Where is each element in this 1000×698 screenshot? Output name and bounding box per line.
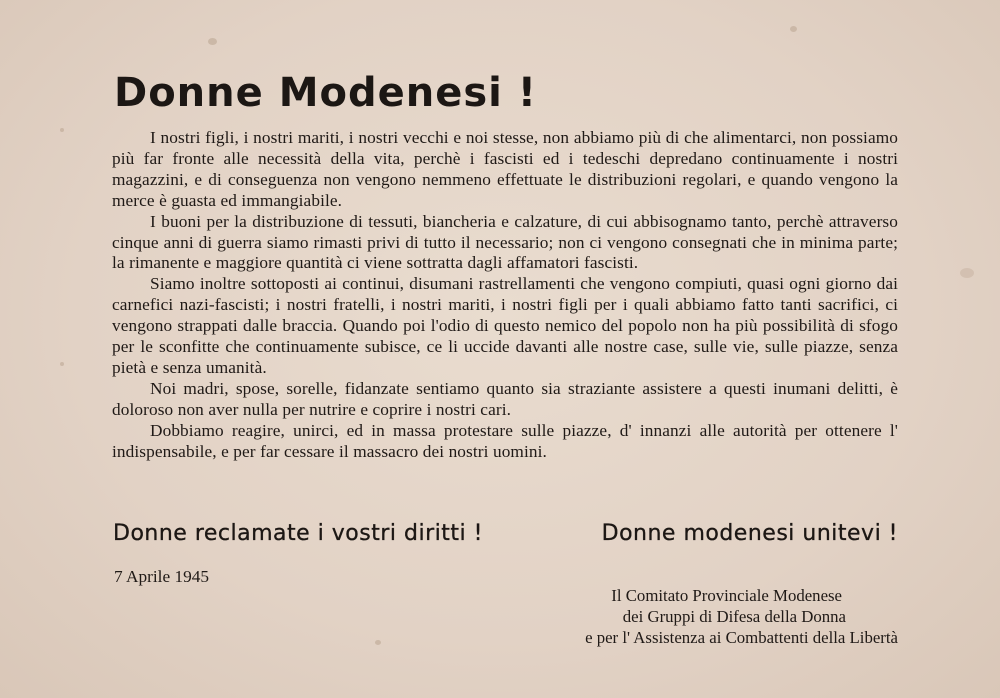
paper-stain	[60, 128, 64, 132]
signature-line: Il Comitato Provinciale Modenese	[611, 586, 842, 605]
paper-stain	[60, 362, 64, 366]
paper-stain	[960, 268, 974, 278]
paper-stain	[790, 26, 797, 32]
paper-stain	[375, 640, 381, 645]
leaflet-date: 7 Aprile 1945	[114, 567, 210, 586]
slogan-left: Donne reclamate i vostri diritti !	[113, 521, 483, 546]
leaflet-body	[112, 128, 898, 463]
body-paragraph: Siamo inoltre sottoposti ai continui, disumani rastrellamenti che vengono compiuti, quasi ogni giorno dai carnefici nazi-fascisti; i nostri fratelli, i nostri mariti, i nostri figli per i quali abbiamo fatto tanti sacrifici, ci vengono strappati dalle braccia. Quando poi l'odio di questo nemico del popolo non ha più possibilità di sfogo per le sconfitte che continuamente subisce, ce li uccide davanti alle nostre case, sulle vie, sulle piazze, senza pietà e senza umanità.	[112, 274, 898, 377]
body-paragraph: Noi madri, spose, sorelle, fidanzate sentiamo quanto sia straziante assistere a questi inumani delitti, è doloroso non aver nulla per nutrire e coprire i nostri cari.	[112, 378, 898, 419]
signature-line: e per l' Assistenza ai Combattenti della Libertà	[585, 628, 898, 647]
slogan-right: Donne modenesi unitevi !	[601, 521, 898, 546]
body-paragraph: I nostri figli, i nostri mariti, i nostri vecchi e noi stesse, non abbiamo più di che alimentarci, non possiamo più far fronte alle necessità della vita, perchè i fascisti ed i tedeschi depredano continuamente i nostri magazzini, e di conseguenza non vengono nemmeno effettuate le distribuzioni regolari, e quando vengono la merce è guasta ed immangiabile.	[112, 128, 898, 210]
signature-line: dei Gruppi di Difesa della Donna	[622, 607, 846, 626]
leaflet-title: Donne Modenesi !	[114, 70, 538, 116]
signature-block	[585, 585, 898, 648]
paper-stain	[208, 38, 217, 45]
body-paragraph: Dobbiamo reagire, unirci, ed in massa protestare sulle piazze, d' innanzi alle autorità per ottenere l' indispensabile, e per far cessare il massacro dei nostri uomini.	[112, 420, 898, 461]
body-paragraph: I buoni per la distribuzione di tessuti, biancheria e calzature, di cui abbisognamo tanto, perchè attraverso cinque anni di guerra siamo rimasti privi di tutto il necessario; non ci vengono consegnati che in minima parte; la rimanente e maggiore quantità ci viene sottratta dagli affamatori fascisti.	[112, 211, 898, 273]
